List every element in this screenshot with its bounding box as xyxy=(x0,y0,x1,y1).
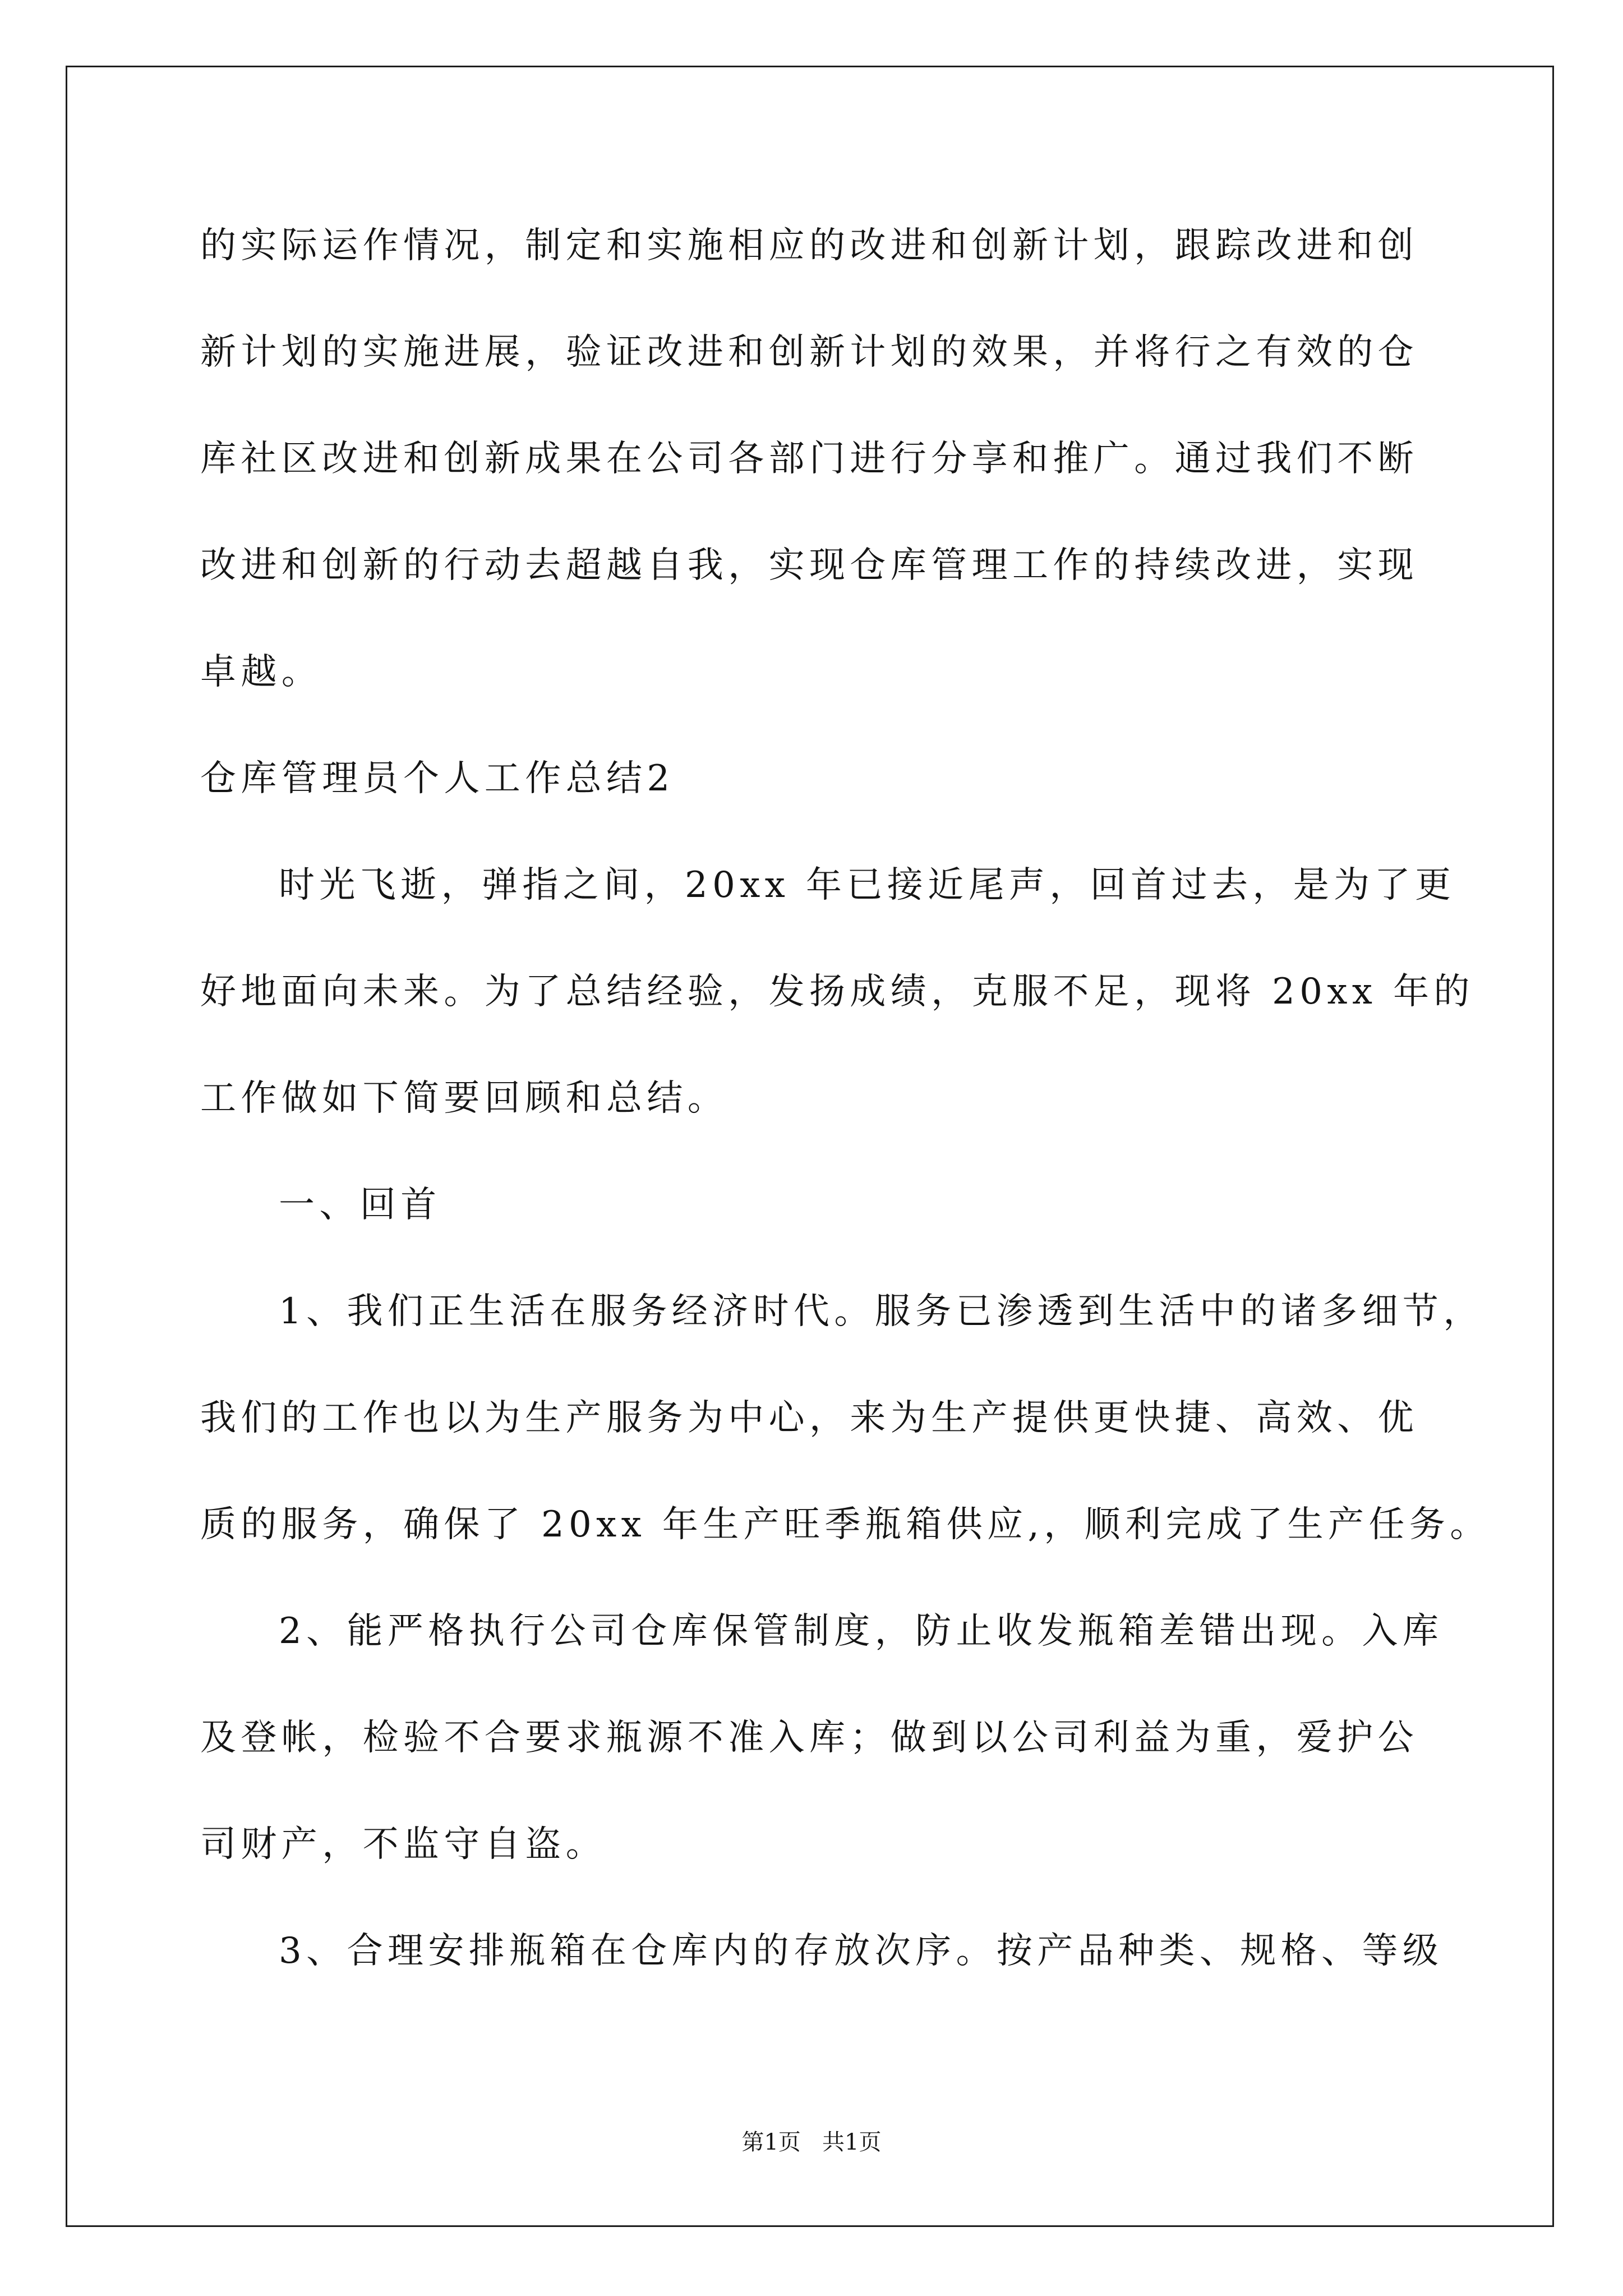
list-item-2-first-line: 2、能严格执行公司仓库保管制度，防止收发瓶箱差错出现。入库 xyxy=(279,1611,1444,1652)
body-line: 改进和创新的行动去超越自我，实现仓库管理工作的持续改进，实现 xyxy=(200,545,1418,586)
body-line: 卓越。 xyxy=(200,651,322,693)
body-line: 质的服务，确保了 20xx 年生产旺季瓶箱供应,，顺利完成了生产任务。 xyxy=(200,1504,1491,1545)
body-line: 好地面向未来。为了总结经验，发扬成绩，克服不足，现将 20xx 年的 xyxy=(200,971,1474,1013)
document-body xyxy=(200,192,1524,2004)
body-line: 我们的工作也以为生产服务为中心，来为生产提供更快捷、高效、优 xyxy=(200,1397,1418,1439)
body-line: 及登帐，检验不合要求瓶源不准入库；做到以公司利益为重，爱护公 xyxy=(200,1717,1418,1759)
page-footer: 第1页 共1页 xyxy=(741,2129,882,2155)
body-line: 工作做如下简要回顾和总结。 xyxy=(200,1078,728,1119)
body-line: 司财产，不监守自盗。 xyxy=(200,1824,606,1865)
subsection-heading: 一、回首 xyxy=(279,1184,441,1226)
list-item-3-first-line: 3、合理安排瓶箱在仓库内的存放次序。按产品种类、规格、等级 xyxy=(279,1930,1444,1972)
paragraph-first-line: 时光飞逝，弹指之间，20xx 年已接近尾声，回首过去，是为了更 xyxy=(279,864,1456,906)
body-line: 库社区改进和创新成果在公司各部门进行分享和推广。通过我们不断 xyxy=(200,438,1418,480)
section-title: 仓库管理员个人工作总结2 xyxy=(200,758,675,799)
body-line: 的实际运作情况，制定和实施相应的改进和创新计划，跟踪改进和创 xyxy=(200,225,1418,266)
list-item-1-first-line: 1、我们正生活在服务经济时代。服务已渗透到生活中的诸多细节， xyxy=(279,1291,1484,1332)
body-line: 新计划的实施进展，验证改进和创新计划的效果，并将行之有效的仓 xyxy=(200,332,1418,373)
